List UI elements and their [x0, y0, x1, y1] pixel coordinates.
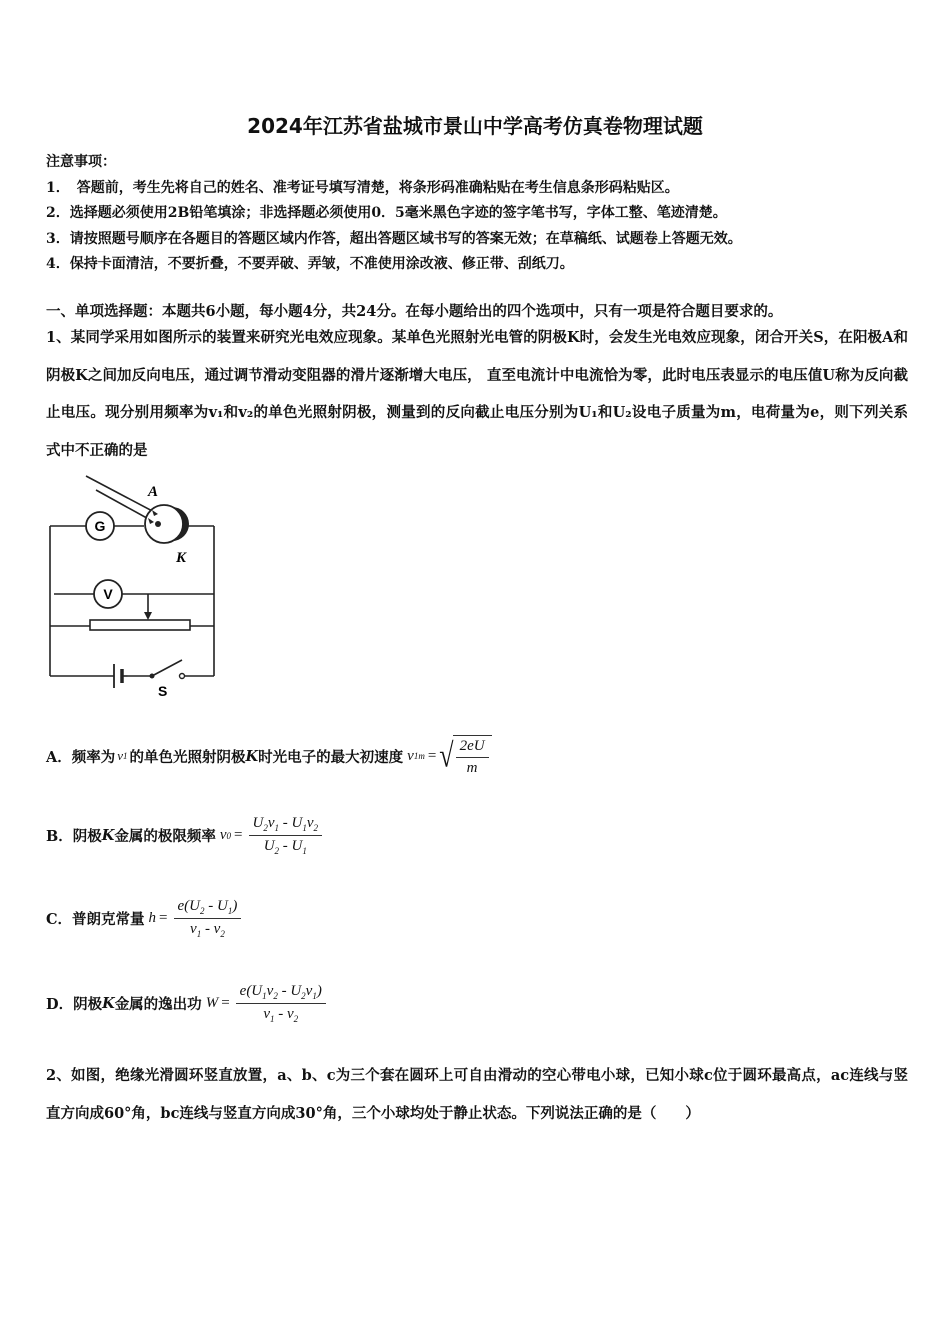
option-c[interactable]: [46, 898, 244, 939]
notice-item: 3．请按照题号顺序在各题目的答题区域内作答，超出答题区域书写的答案无效；在草稿纸、试题卷上答题无效。: [46, 231, 742, 247]
notice-item: 4．保持卡面清洁，不要折叠，不要弄破、弄皱，不准使用涂改液、修正带、刮纸刀。: [46, 256, 574, 272]
anode-label: A: [148, 484, 159, 500]
option-d[interactable]: [46, 983, 329, 1024]
option-b-label: B．阴极: [46, 828, 102, 845]
option-a-k: K: [245, 747, 259, 765]
option-a-mid: 的单色光照射阴极: [129, 748, 246, 766]
question-2-text: 2、如图，绝缘光滑圆环竖直放置，a、b、c为三个套在圆环上可自由滑动的空心带电小球，已知小球c位于圆环最高点，ac连线与竖直方向成60°角，bc连线与竖直方向成30°角，三个小球均处于静止状态。下列说法正确的是（ ）: [46, 1067, 908, 1122]
option-d-label: D．阴极: [46, 996, 103, 1013]
section-heading: 一、单项选择题：本题共6小题，每小题4分，共24分。在每小题给出的四个选项中，只有一项是符合题目要求的。: [46, 303, 783, 320]
option-b-formula: v 0 = $\frac{U_2v_1 - U_1v_2}{U_2 - U_1}$: [220, 815, 325, 856]
switch-label: S: [158, 683, 168, 699]
option-d-formula: W = $\frac{e(U_1v_2 - U_2v_1)}{v_1 - v_2}$: [206, 983, 329, 1024]
photoelectric-circuit-diagram: [40, 466, 230, 706]
anode-dot: [155, 521, 161, 527]
notice-item: 2．选择题必须使用2B铅笔填涂；非选择题必须使用0．5毫米黑色字迹的签字笔书写，字体工整、笔迹清楚。: [46, 205, 727, 221]
notice-heading: 注意事项：: [46, 154, 116, 170]
rheostat-symbol: [90, 620, 190, 630]
option-b-k: K: [101, 827, 115, 844]
cathode-label: K: [176, 550, 187, 566]
option-a[interactable]: [46, 735, 492, 777]
option-a-label: A．频率为: [46, 748, 116, 766]
option-a-tail: 时光电子的最大初速度: [258, 748, 404, 766]
option-d-k: K: [102, 995, 115, 1012]
galvanometer-label: G: [94, 518, 106, 534]
slider-arrowhead: [144, 612, 152, 620]
option-b-tail: 金属的极限频率: [114, 828, 216, 845]
notice-item: 1． 答题前，考生先将自己的姓名、准考证号填写清楚，将条形码准确粘贴在考生信息条形码粘贴区。: [46, 180, 679, 196]
voltmeter-label: V: [103, 586, 113, 602]
option-d-tail: 金属的逸出功: [114, 996, 202, 1013]
option-c-formula: h = $\frac{e(U_2 - U_1)}{v_1 - v_2}$: [149, 898, 245, 939]
option-a-symbol-v1: v 1: [117, 748, 128, 763]
option-c-label: C．普朗克常量: [46, 911, 145, 928]
question-1-text: 1、某同学采用如图所示的装置来研究光电效应现象。某单色光照射光电管的阴极K时，会发生光电效应现象，闭合开关S，在阳极A和阴极K之间加反向电压，通过调节滑动变阻器的滑片逐渐增大电压， 直至电流计中电流恰为零，此时电压表显示的电压值U称为反向截止电压。现分别用频率为v₁和v₂的单色光照射阴极，测量到的反向截止电压分别为U₁和U₂设电子质量为m，电荷量为e，则下列关系 式中不正确的是: [46, 329, 908, 459]
page-title: 2024年江苏省盐城市景山中学高考仿真卷物理试题: [247, 114, 703, 138]
option-b[interactable]: [46, 815, 325, 856]
option-a-formula: v 1m = √ $\frac{2eU}{m}$: [407, 735, 491, 777]
